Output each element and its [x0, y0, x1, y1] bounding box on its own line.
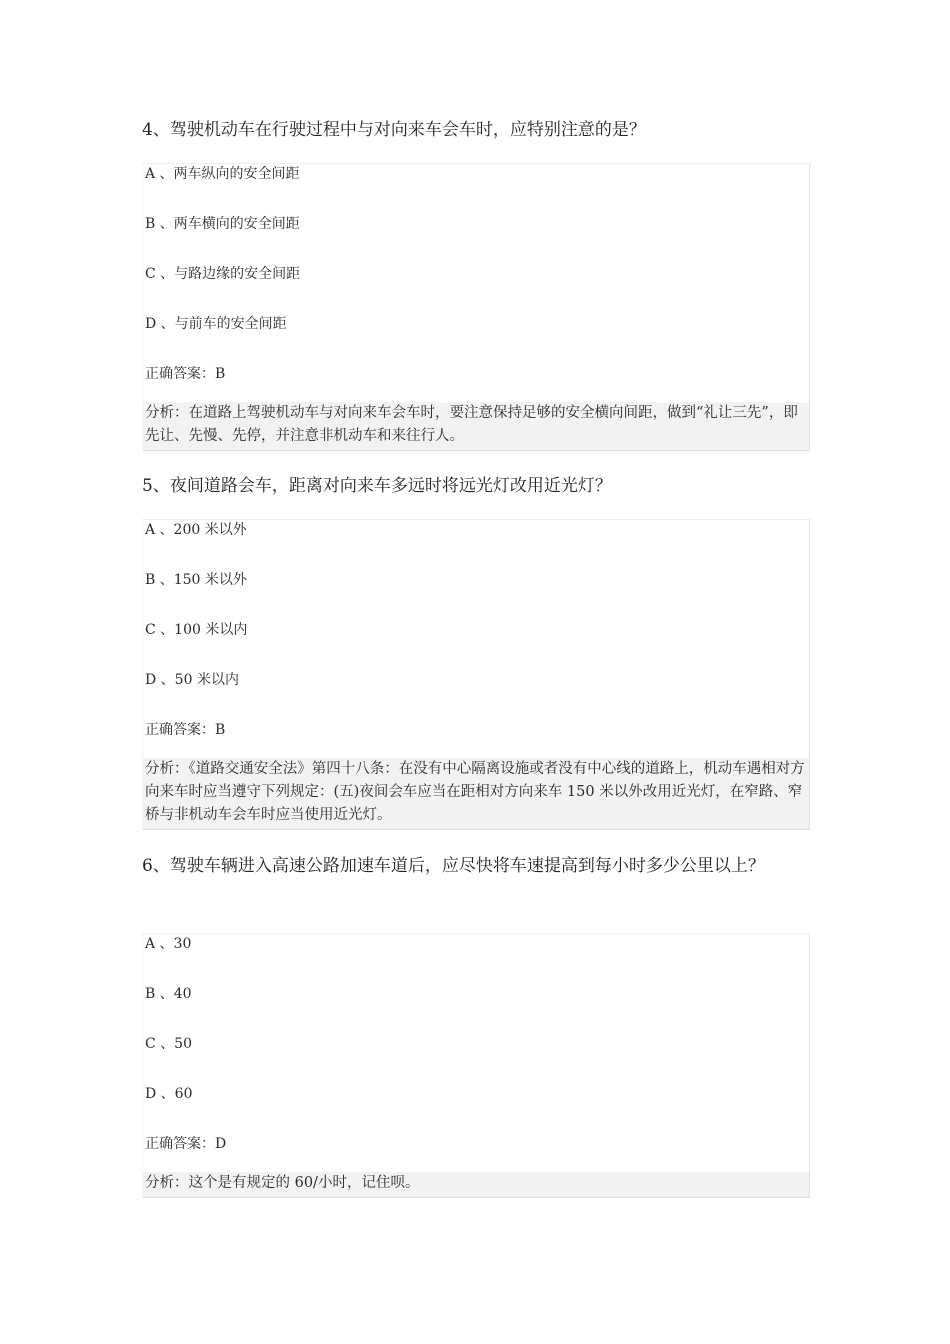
option-a: A 、两车纵向的安全间距 [145, 166, 300, 182]
correct-answer: 正确答案：B [145, 722, 226, 738]
option-d: D 、60 [145, 1086, 193, 1102]
question-5 [142, 471, 810, 823]
option-a: A 、30 [145, 936, 192, 952]
question-options-box [142, 163, 810, 451]
option-b: B 、两车横向的安全间距 [145, 216, 300, 232]
correct-answer: 正确答案：D [145, 1136, 227, 1152]
question-4 [142, 115, 810, 444]
analysis-text: 分析：在道路上驾驶机动车与对向来车会车时，要注意保持足够的安全横向间距，做到“礼让三先”，即先让、先慢、先停，并注意非机动车和来往行人。 [143, 402, 809, 451]
option-a: A 、200 米以外 [145, 522, 247, 538]
option-d: D 、与前车的安全间距 [145, 316, 287, 332]
question-title: 4、驾驶机动车在行驶过程中与对向来车会车时，应特别注意的是？ [142, 120, 646, 140]
option-c: C 、100 米以内 [145, 622, 248, 638]
analysis-text: 分析：《道路交通安全法》第四十八条：在没有中心隔离设施或者没有中心线的道路上，机动车遇相对方向来车时应当遵守下列规定：(五)夜间会车应当在距相对方向来车 150 米以外改用近光灯，在窄路、窄桥与非机动车会车时应当使用近光灯。 [143, 758, 809, 830]
option-b: B 、150 米以外 [145, 572, 247, 588]
analysis-text: 分析：这个是有规定的 60/小时，记住呗。 [143, 1172, 809, 1198]
option-c: C 、50 [145, 1036, 192, 1052]
question-title: 6、驾驶车辆进入高速公路加速车道后，应尽快将车速提高到每小时多少公里以上？ [142, 856, 765, 876]
correct-answer: 正确答案：B [145, 366, 226, 382]
question-options-box [142, 933, 810, 1198]
option-c: C 、与路边缘的安全间距 [145, 266, 301, 282]
option-b: B 、40 [145, 986, 192, 1002]
question-options-box [142, 519, 810, 830]
option-d: D 、50 米以内 [145, 672, 239, 688]
question-6 [142, 851, 810, 1191]
question-title: 5、夜间道路会车，距离对向来车多远时将远光灯改用近光灯？ [142, 476, 612, 496]
